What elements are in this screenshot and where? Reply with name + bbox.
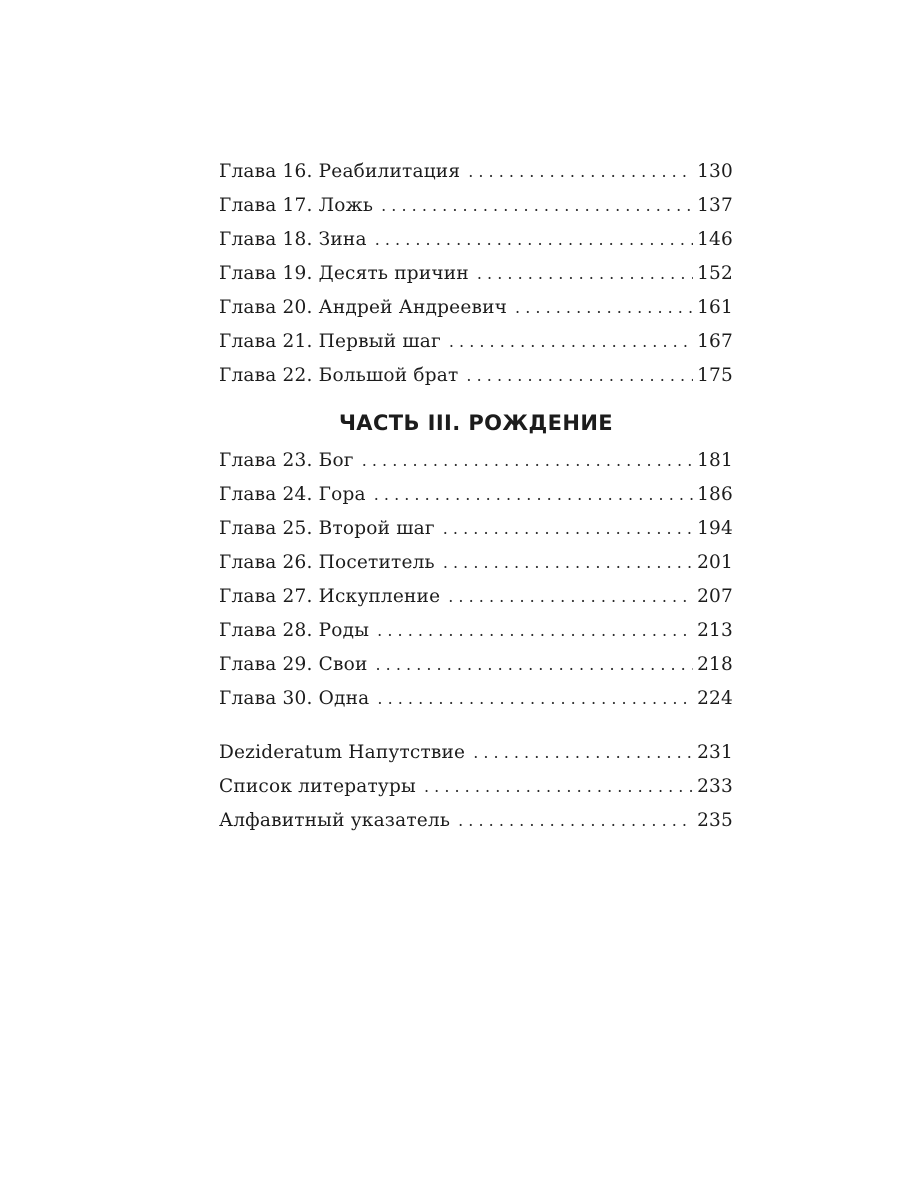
toc-entry-page: 175 [697,365,733,386]
toc-entry-title: Глава 29. Свои [219,654,368,675]
toc-entry-title: Глава 23. Бог [219,450,354,471]
toc-entry[interactable] [219,580,733,614]
dot-leader [374,478,693,512]
dot-leader [377,682,693,716]
toc-entry-page: 186 [697,484,733,505]
dot-leader [443,546,693,580]
toc-entry[interactable] [219,444,733,478]
toc-entry-title: Список литературы [219,776,416,797]
toc-entry-title: Глава 20. Андрей Андреевич [219,297,508,318]
toc-entry-title: Глава 21. Первый шаг [219,331,441,352]
toc-entry-title: Глава 25. Второй шаг [219,518,435,539]
toc-entry-page: 218 [697,654,733,675]
toc-entry[interactable] [219,155,733,189]
toc-entry-page: 181 [697,450,733,471]
toc-entry-title: Глава 16. Реабилитация [219,161,461,182]
dot-leader [448,580,693,614]
toc-entry-page: 233 [697,776,733,797]
dot-leader [376,648,694,682]
toc-entry-page: 194 [697,518,733,539]
dot-leader [458,804,693,838]
toc-entry-page: 146 [697,229,733,250]
toc-entry[interactable] [219,478,733,512]
toc-entry-title: Глава 24. Гора [219,484,366,505]
toc-entry-title: Глава 18. Зина [219,229,367,250]
dot-leader [466,359,693,393]
dot-leader [443,512,693,546]
toc-entry[interactable] [219,359,733,393]
toc-entry[interactable] [219,546,733,580]
toc-entry-title: Глава 19. Десять причин [219,263,469,284]
toc-entry[interactable] [219,291,733,325]
toc-entry-page: 161 [697,297,733,318]
dot-leader [468,155,693,189]
toc-entry-page: 130 [697,161,733,182]
toc-entry-page: 167 [697,331,733,352]
dot-leader [424,770,693,804]
dot-leader [377,614,693,648]
toc-entry-title: Глава 26. Посетитель [219,552,435,573]
toc-entry[interactable] [219,189,733,223]
toc-entry[interactable] [219,770,733,804]
dot-leader [375,223,693,257]
toc-entry-page: 235 [697,810,733,831]
toc-entry-title: Глава 28. Роды [219,620,370,641]
toc-entry[interactable] [219,736,733,770]
toc-entry-page: 213 [697,620,733,641]
toc-entry-page: 224 [697,688,733,709]
section-spacer [219,716,733,736]
toc-entry[interactable] [219,325,733,359]
toc-entry-page: 231 [697,742,733,763]
dot-leader [477,257,693,291]
toc-entry-page: 207 [697,586,733,607]
toc-entry[interactable] [219,512,733,546]
toc-entry-title: Deziderаtum Напутствие [219,742,466,763]
toc-entry[interactable] [219,223,733,257]
toc-entry-page: 137 [697,195,733,216]
table-of-contents [219,155,733,838]
dot-leader [362,444,693,478]
toc-entry-title: Глава 17. Ложь [219,195,374,216]
part-heading[interactable]: ЧАСТЬ III. РОЖДЕНИЕ [338,411,614,435]
dot-leader [473,736,693,770]
dot-leader [515,291,693,325]
toc-entry-page: 201 [697,552,733,573]
toc-entry-page: 152 [697,263,733,284]
toc-entry[interactable] [219,614,733,648]
toc-entry[interactable] [219,682,733,716]
toc-entry-title: Алфавитный указатель [219,810,451,831]
toc-entry[interactable] [219,648,733,682]
toc-entry[interactable] [219,804,733,838]
dot-leader [381,189,693,223]
toc-entry[interactable] [219,257,733,291]
toc-entry-title: Глава 30. Одна [219,688,370,709]
toc-entry-title: Глава 27. Искупление [219,586,441,607]
toc-entry-title: Глава 22. Большой брат [219,365,459,386]
dot-leader [449,325,693,359]
